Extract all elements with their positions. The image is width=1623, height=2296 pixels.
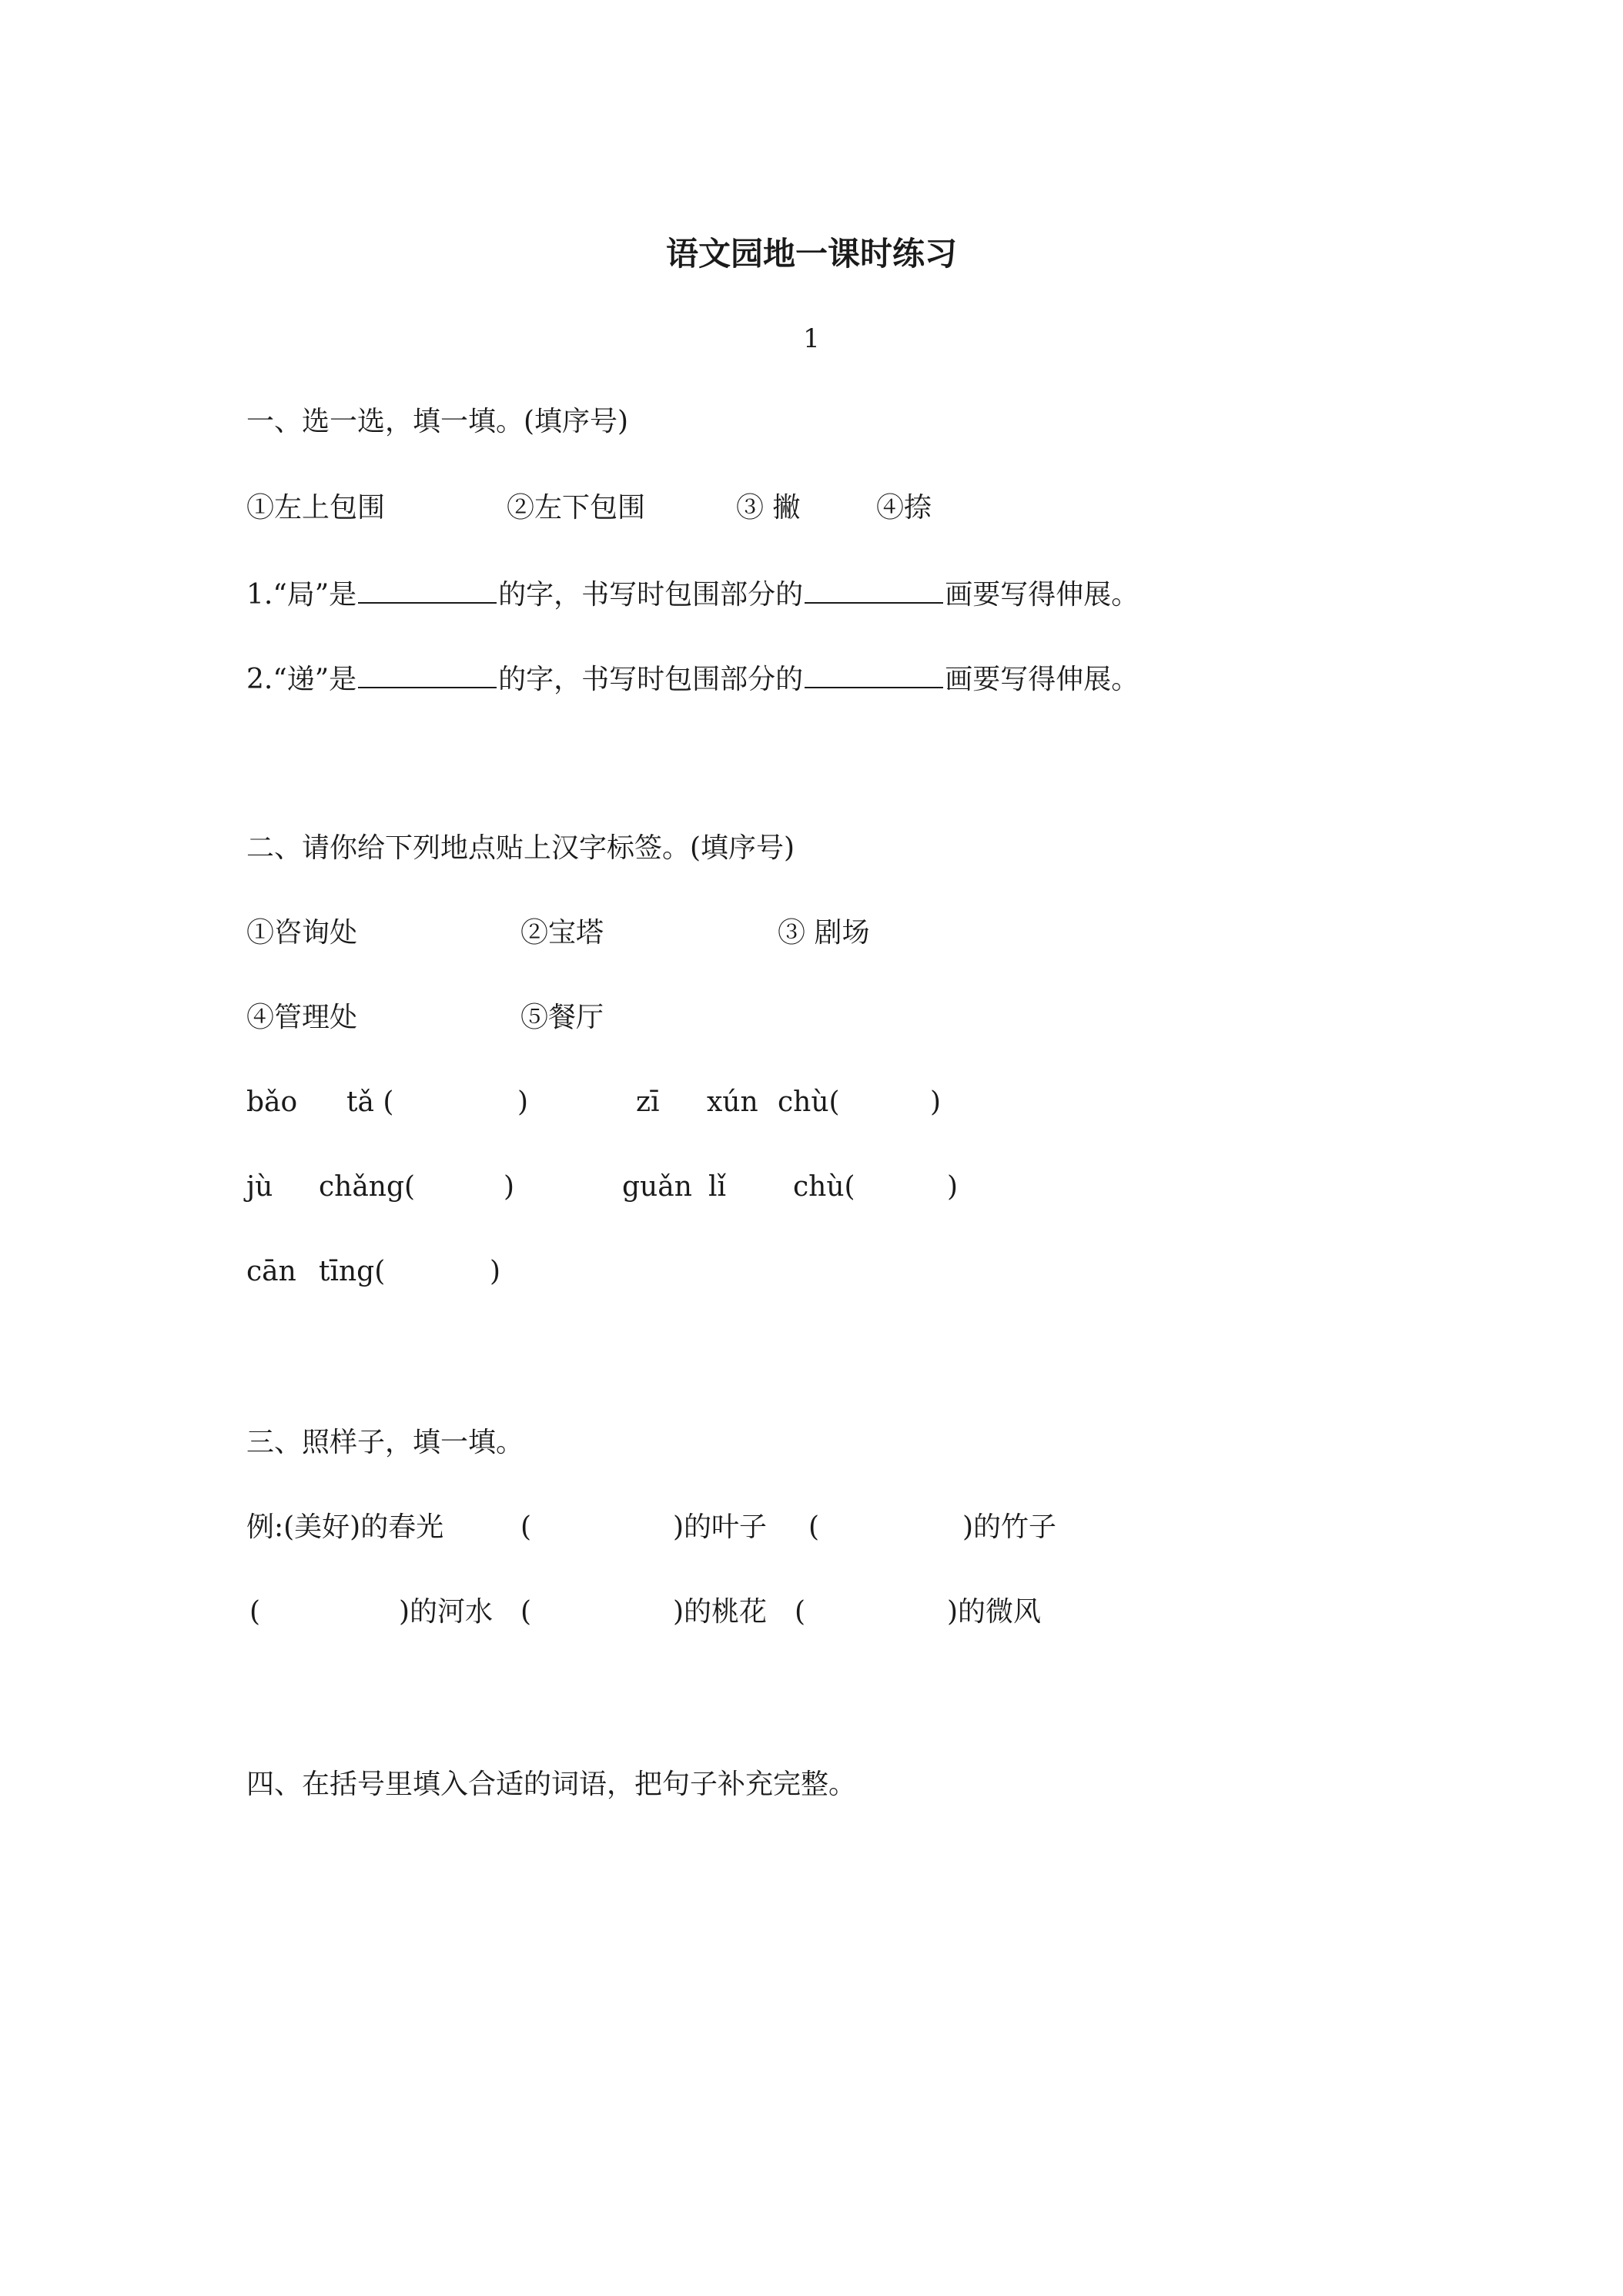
question-2-suffix: 画要写得伸展。 [945,664,1139,695]
option-4: ④捺 [876,492,932,524]
pinyin-ta-close: ) [517,1086,529,1118]
option-1: ①左上包围 [246,492,386,524]
question-2-blank-2[interactable] [805,661,943,688]
question-1-suffix: 画要写得伸展。 [945,579,1139,611]
option-3: ③ 撇 [736,492,801,524]
section-1-options [246,491,1324,525]
example-row-1 [246,1511,1324,1545]
pinyin-zi: zī [636,1086,660,1118]
place-option-5: ⑤餐厅 [520,1002,604,1033]
section-2-heading: 二、请你给下列地点贴上汉字标签。(填序号) [246,832,795,864]
question-1-blank-2[interactable] [805,576,943,604]
question-1-blank-1[interactable] [358,576,497,604]
example-row-2 [246,1595,1324,1629]
zhu-zi-open: ( [808,1511,820,1543]
pinyin-ta-open: tǎ ( [346,1086,394,1118]
question-2-prefix: 2.“递”是 [246,664,357,695]
ye-zi-open: ( [520,1511,532,1543]
pinyin-row-1 [246,1086,1324,1120]
pinyin-ting-close: ) [490,1256,501,1287]
question-2-blank-1[interactable] [358,661,497,688]
pinyin-ting-open: tīng( [319,1256,386,1287]
example-meihao-chunguang: 例:(美好)的春光 [246,1511,444,1543]
section-1-heading: 一、选一选，填一填。(填序号) [246,406,629,437]
pinyin-row-3 [246,1255,1324,1289]
option-2: ②左下包围 [507,492,646,524]
question-1-mid: 的字，书写时包围部分的 [498,579,804,611]
tao-hua-open: ( [520,1596,532,1628]
pinyin-chu-close: ) [930,1086,942,1118]
wei-feng-label: )的微风 [947,1596,1042,1628]
pinyin-ju: jù [246,1171,273,1203]
page-title: 语文园地一课时练习 [665,235,957,273]
pinyin-chu2-open: chù( [793,1171,855,1203]
place-option-4: ④管理处 [246,1002,358,1033]
pinyin-chu-open: chù( [778,1086,840,1118]
he-shui-open: ( [249,1596,261,1628]
he-shui-label: )的河水 [399,1596,494,1628]
place-option-2: ②宝塔 [520,917,604,949]
pinyin-chang-close: ) [504,1171,515,1203]
section-2-options-row-1 [246,916,1324,950]
question-1-prefix: 1.“局”是 [246,579,357,611]
pinyin-chang-open: chǎng( [319,1171,416,1203]
section-4-heading: 四、在括号里填入合适的词语，把句子补充完整。 [246,1769,857,1800]
pinyin-xun: xún [707,1086,758,1118]
section-2-options-row-2 [246,1001,1324,1035]
zhu-zi-label: )的竹子 [962,1511,1057,1543]
section-3-heading: 三、照样子，填一填。 [246,1427,524,1458]
ye-zi-label: )的叶子 [673,1511,768,1543]
pinyin-row-2 [246,1170,1324,1204]
tao-hua-label: )的桃花 [673,1596,768,1628]
place-option-3: ③ 剧场 [778,917,870,949]
question-1 [246,576,1139,612]
pinyin-bao: bǎo [246,1086,298,1118]
pinyin-guan: guǎn [622,1171,692,1203]
question-2-mid: 的字，书写时包围部分的 [498,664,804,695]
pinyin-li: lǐ [708,1171,727,1203]
pinyin-chu2-close: ) [947,1171,959,1203]
place-option-1: ①咨询处 [246,917,358,949]
page-number: 1 [803,323,820,354]
question-2 [246,661,1139,697]
pinyin-can: cān [246,1256,296,1287]
wei-feng-open: ( [795,1596,806,1628]
